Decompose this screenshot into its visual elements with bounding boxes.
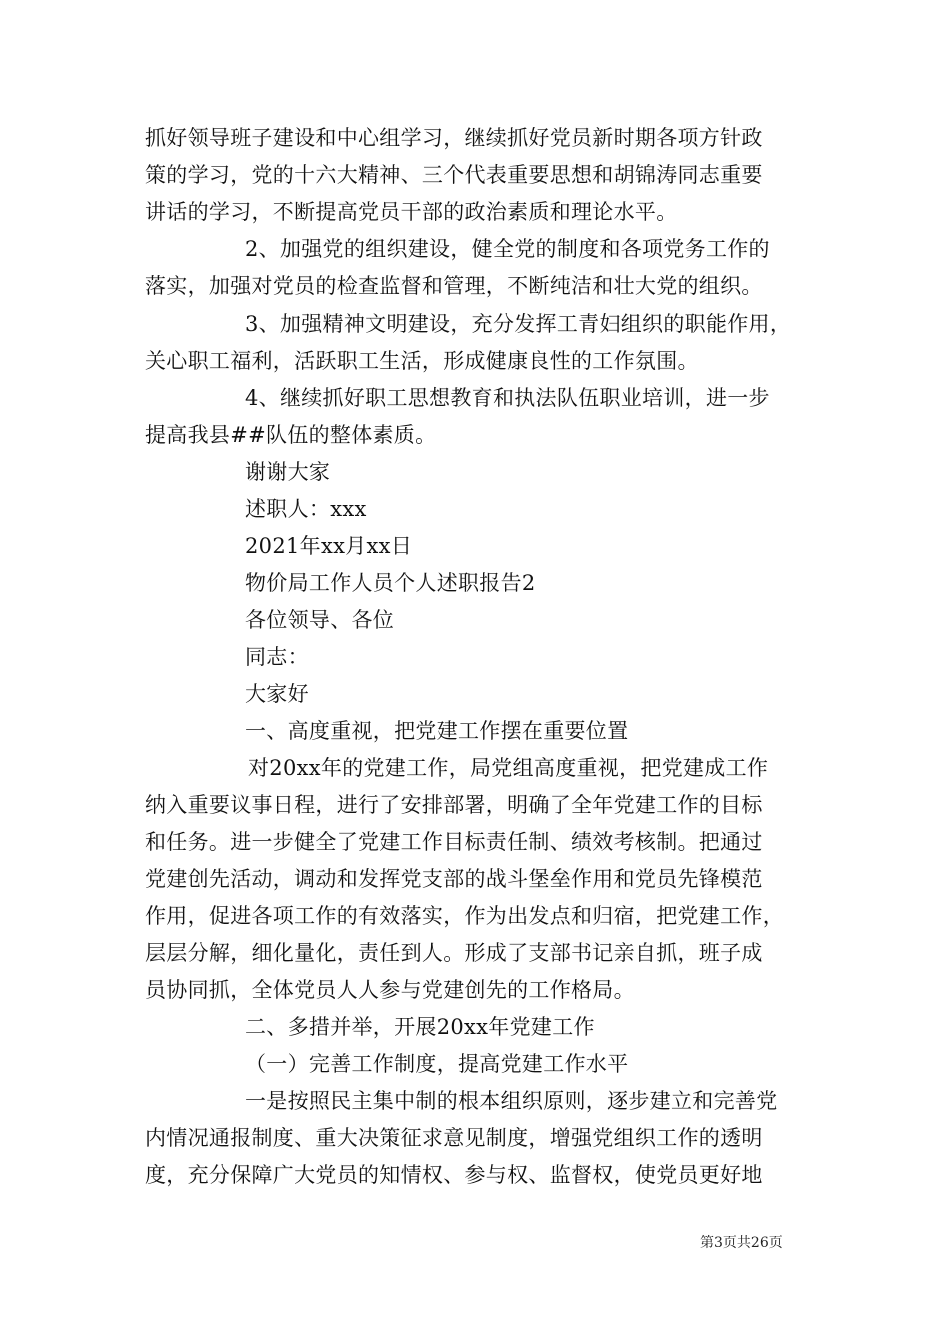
body-text-line: 讲话的学习，不断提高党员干部的政治素质和理论水平。 xyxy=(145,200,678,224)
body-text-line: 和任务。进一步健全了党建工作目标责任制、绩效考核制。把通过 xyxy=(145,830,763,854)
report-date: 2021年xx月xx日 xyxy=(245,534,413,558)
body-text-line: 内情况通报制度、重大决策征求意见制度，增强党组织工作的透明 xyxy=(145,1126,763,1150)
list-item-2: 2、加强党的组织建设，健全党的制度和各项党务工作的 xyxy=(245,237,770,261)
body-text-line: 关心职工福利，活跃职工生活，形成健康良性的工作氛围。 xyxy=(145,349,699,373)
body-text-line: 员协同抓，全体党员人人参与党建创先的工作格局。 xyxy=(145,978,635,1002)
body-text-line: 策的学习，党的十六大精神、三个代表重要思想和胡锦涛同志重要 xyxy=(145,163,763,187)
greeting: 大家好 xyxy=(245,682,309,706)
body-text-line: 提高我县##队伍的整体素质。 xyxy=(145,423,437,447)
body-text-line: 一是按照民主集中制的根本组织原则，逐步建立和完善党 xyxy=(245,1089,778,1113)
heading-1: 一、高度重视，把党建工作摆在重要位置 xyxy=(245,719,629,743)
body-text-line: 纳入重要议事日程，进行了安排部署，明确了全年党建工作的目标 xyxy=(145,793,763,817)
body-text-line: 作用，促进各项工作的有效落实，作为出发点和归宿，把党建工作， xyxy=(145,904,784,928)
reporter-signature: 述职人：xxx xyxy=(245,497,367,521)
body-text-line: 层层分解，细化量化，责任到人。形成了支部书记亲自抓，班子成 xyxy=(145,941,763,965)
closing-thanks: 谢谢大家 xyxy=(245,460,331,484)
body-text-line: 落实，加强对党员的检查监督和管理，不断纯洁和壮大党的组织。 xyxy=(145,274,763,298)
page-number-footer: 第3页共26页 xyxy=(700,1235,783,1251)
body-text-line: 度，充分保障广大党员的知情权、参与权、监督权，使党员更好地 xyxy=(145,1163,763,1187)
list-item-3: 3、加强精神文明建设，充分发挥工青妇组织的职能作用， xyxy=(245,312,792,336)
subheading: （一）完善工作制度，提高党建工作水平 xyxy=(245,1052,629,1076)
list-item-4: 4、继续抓好职工思想教育和执法队伍职业培训，进一步 xyxy=(245,386,770,410)
heading-2: 二、多措并举，开展20xx年党建工作 xyxy=(245,1015,595,1039)
body-text-line: 对20xx年的党建工作，局党组高度重视，把党建成工作 xyxy=(248,756,769,780)
body-text-line: 党建创先活动，调动和发挥党支部的战斗堡垒作用和党员先锋模范 xyxy=(145,867,763,891)
salutation: 各位领导、各位 xyxy=(245,608,395,632)
section-title: 物价局工作人员个人述职报告2 xyxy=(245,571,536,595)
body-text-line: 抓好领导班子建设和中心组学习，继续抓好党员新时期各项方针政 xyxy=(145,126,763,150)
salutation: 同志： xyxy=(245,645,309,669)
